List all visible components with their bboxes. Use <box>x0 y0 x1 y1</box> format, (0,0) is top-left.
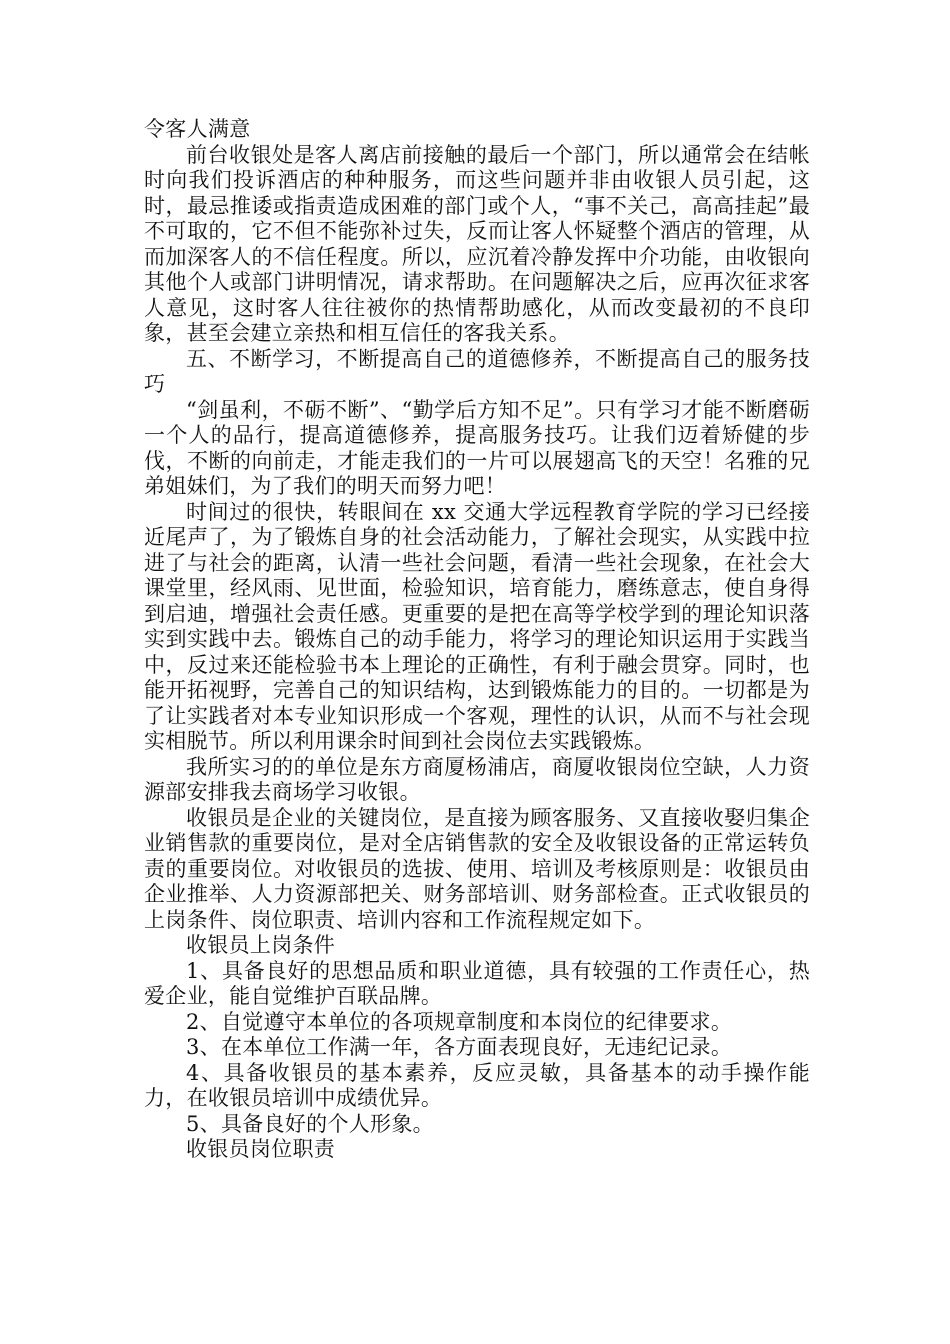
list-item-condition-5: 5、具备良好的个人形象。 <box>186 1111 434 1136</box>
document-page <box>144 117 810 1163</box>
paragraph-study-quote: “剑虽利，不砺不断”、“勤学后方知不足”。只有学习才能不断磨砺一个人的品行，提高道德修养，提高服务技巧。让我们迈着矫健的步伐，不断的向前走，才能走我们的一片可以展翅高飞的天空！名雅的兄弟姐妹们，为了我们的明天而努力吧！ <box>144 397 810 498</box>
paragraph-front-desk: 前台收银处是客人离店前接触的最后一个部门，所以通常会在结帐时向我们投诉酒店的种种服务，而这些问题并非由收银人员引起，这时，最忌推诿或指责造成困难的部门或个人，“事不关己，高高挂起”最不可取的，它不但不能弥补过失，反而让客人怀疑整个酒店的管理，从而加深客人的不信任程度。所以，应沉着冷静发挥中介功能，由收银向其他个人或部门讲明情况，请求帮助。在问题解决之后，应再次征求客人意见，这时客人往往被你的热情帮助感化，从而改变最初的不良印象，甚至会建立亲热和相互信任的客我关系。 <box>144 142 810 345</box>
list-item-condition-2: 2、自觉遵守本单位的各项规章制度和本岗位的纪律要求。 <box>186 1009 733 1034</box>
paragraph-heading-satisfy: 令客人满意 <box>144 117 251 141</box>
paragraph-heading-conditions: 收银员上岗条件 <box>186 933 336 957</box>
paragraph-practice-intro: 时间过的很快，转眼间在 xx 交通大学远程教育学院的学习已经接近尾声了，为了锻炼自身的社会活动能力，了解社会现实，从实践中拉进了与社会的距离，认清一些社会问题，看清一些社会现象，在社会大课堂里，经风雨、见世面，检验知识，培育能力，磨练意志，使自身得到启迪，增强社会责任感。更重要的是把在高等学校学到的理论知识落实到实践中去。锻炼自己的动手能力，将学习的理论知识运用于实践当中，反过来还能检验书本上理论的正确性，有利于融会贯穿。同时，也能开拓视野，完善自己的知识结构，达到锻炼能力的目的。一切都是为了让实践者对本专业知识形成一个客观，理性的认识，从而不与社会现实相脱节。所以利用课余时间到社会岗位去实践锻炼。 <box>144 499 810 753</box>
paragraph-internship-unit: 我所实习的的单位是东方商厦杨浦店，商厦收银岗位空缺，人力资源部安排我去商场学习收银。 <box>144 754 810 804</box>
list-item-condition-3: 3、在本单位工作满一年，各方面表现良好，无违纪记录。 <box>186 1035 733 1059</box>
paragraph-heading-duties: 收银员岗位职责 <box>186 1137 336 1161</box>
list-item-condition-4: 4、具备收银员的基本素养，反应灵敏，具备基本的动手操作能力，在收银员培训中成绩优异。 <box>144 1060 810 1110</box>
list-item-condition-1: 1、具备良好的思想品质和职业道德，具有较强的工作责任心，热爱企业，能自觉维护百联品牌。 <box>144 958 810 1008</box>
paragraph-section-five: 五、不断学习，不断提高自己的道德修养，不断提高自己的服务技巧 <box>144 346 810 396</box>
paragraph-cashier-role: 收银员是企业的关键岗位，是直接为顾客服务、又直接收娶归集企业销售款的重要岗位，是对全店销售款的安全及收银设备的正常运转负责的重要岗位。对收银员的选拔、使用、培训及考核原则是：收银员由企业推举、人力资源部把关、财务部培训、财务部检查。正式收银员的上岗条件、岗位职责、培训内容和工作流程规定如下。 <box>144 805 810 932</box>
